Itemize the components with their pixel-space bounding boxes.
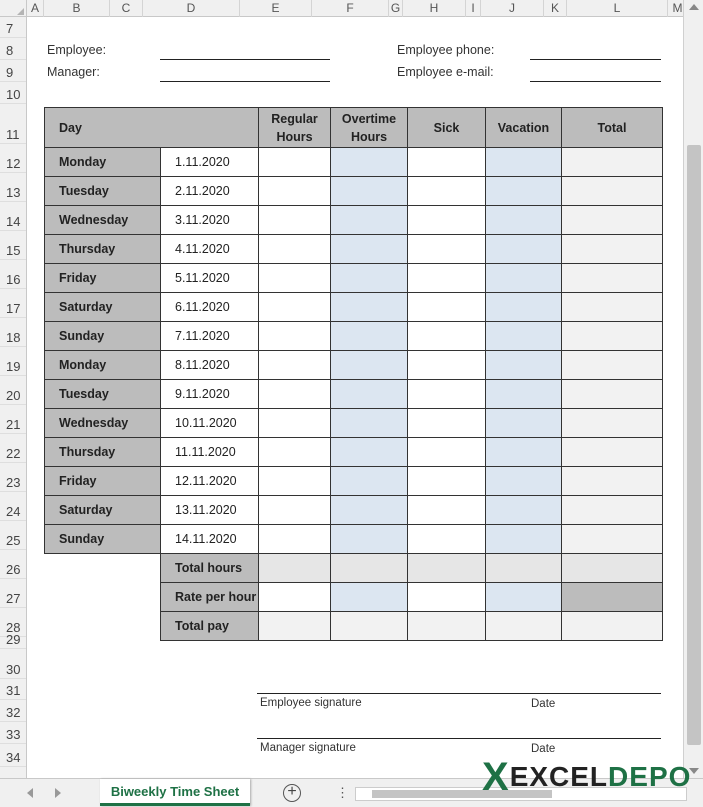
manager-signature-line[interactable] — [257, 738, 661, 739]
table-row — [45, 496, 663, 525]
header-vacation: Vacation — [486, 108, 562, 148]
overtime-hours-cell[interactable] — [331, 380, 408, 409]
date-cell[interactable]: 14.11.2020 — [161, 525, 259, 554]
date-cell[interactable]: 6.11.2020 — [161, 293, 259, 322]
total-cell[interactable] — [562, 496, 663, 525]
column-header-A[interactable]: A — [27, 0, 44, 17]
row-header-24[interactable]: 24 — [0, 492, 27, 521]
day-name-cell: Monday — [45, 351, 161, 380]
overtime-hours-cell[interactable] — [331, 351, 408, 380]
logo-text-depo: DEPO — [608, 761, 692, 792]
column-header-F[interactable]: F — [312, 0, 389, 17]
row-header-30[interactable]: 30 — [0, 649, 27, 679]
total-cell[interactable] — [562, 293, 663, 322]
row-header-12[interactable]: 12 — [0, 144, 27, 173]
regular-hours-cell[interactable] — [259, 496, 331, 525]
sick-cell[interactable] — [408, 525, 486, 554]
employee-email-label: Employee e-mail: — [397, 65, 494, 79]
total-cell[interactable] — [562, 322, 663, 351]
overtime-hours-cell[interactable] — [331, 264, 408, 293]
regular-hours-cell[interactable] — [259, 351, 331, 380]
manager-date-label: Date — [531, 743, 556, 755]
vacation-cell[interactable] — [486, 496, 562, 525]
overtime-hours-cell[interactable] — [331, 467, 408, 496]
employee-phone-field[interactable] — [530, 59, 661, 60]
regular-hours-cell[interactable] — [259, 148, 331, 177]
row-header-32[interactable]: 32 — [0, 700, 27, 722]
total-hours-cell[interactable] — [408, 554, 486, 583]
empty-cell — [45, 583, 161, 612]
overtime-hours-cell[interactable] — [331, 293, 408, 322]
total-cell[interactable] — [562, 409, 663, 438]
total-cell[interactable] — [562, 351, 663, 380]
more-options-icon[interactable]: ⋮ — [336, 785, 349, 800]
column-header-M[interactable]: M — [668, 0, 688, 17]
vacation-cell[interactable] — [486, 380, 562, 409]
total-pay-cell[interactable] — [331, 612, 408, 641]
regular-hours-cell[interactable] — [259, 467, 331, 496]
date-cell[interactable]: 10.11.2020 — [161, 409, 259, 438]
column-header-B[interactable]: B — [44, 0, 110, 17]
date-cell[interactable]: 5.11.2020 — [161, 264, 259, 293]
employee-date-label: Date — [531, 698, 556, 710]
column-header-C[interactable]: C — [110, 0, 143, 17]
total-hours-cell[interactable] — [259, 554, 331, 583]
regular-hours-cell[interactable] — [259, 235, 331, 264]
overtime-hours-cell[interactable] — [331, 409, 408, 438]
total-hours-cell[interactable] — [486, 554, 562, 583]
row-header-27[interactable]: 27 — [0, 579, 27, 608]
row-header-21[interactable]: 21 — [0, 405, 27, 434]
date-cell[interactable]: 12.11.2020 — [161, 467, 259, 496]
vacation-cell[interactable] — [486, 351, 562, 380]
overtime-hours-cell[interactable] — [331, 177, 408, 206]
total-cell[interactable] — [562, 235, 663, 264]
employee-signature-label: Employee signature — [260, 697, 362, 709]
sick-cell[interactable] — [408, 438, 486, 467]
column-header-E[interactable]: E — [240, 0, 312, 17]
regular-hours-cell[interactable] — [259, 264, 331, 293]
day-name-cell: Sunday — [45, 525, 161, 554]
table-row — [45, 177, 663, 206]
total-hours-label: Total hours — [161, 554, 259, 583]
table-row — [45, 351, 663, 380]
date-cell[interactable]: 13.11.2020 — [161, 496, 259, 525]
prev-sheet-icon[interactable] — [27, 788, 33, 798]
total-cell[interactable] — [562, 380, 663, 409]
table-row — [45, 467, 663, 496]
table-row — [45, 380, 663, 409]
total-cell[interactable] — [562, 525, 663, 554]
header-overtime-hours: Overtime Hours — [331, 108, 408, 148]
total-cell[interactable] — [562, 264, 663, 293]
column-header-J[interactable]: J — [481, 0, 544, 17]
sick-cell[interactable] — [408, 235, 486, 264]
rate-per-hour-cell[interactable] — [486, 583, 562, 612]
row-header-26[interactable]: 26 — [0, 550, 27, 579]
vacation-cell[interactable] — [486, 148, 562, 177]
column-header-H[interactable]: H — [403, 0, 466, 17]
total-pay-cell[interactable] — [408, 612, 486, 641]
regular-hours-cell[interactable] — [259, 525, 331, 554]
overtime-hours-cell[interactable] — [331, 322, 408, 351]
day-name-cell: Thursday — [45, 235, 161, 264]
date-cell[interactable]: 1.11.2020 — [161, 148, 259, 177]
sick-cell[interactable] — [408, 293, 486, 322]
summary-row — [45, 612, 663, 641]
row-header-19[interactable]: 19 — [0, 347, 27, 376]
row-header-20[interactable]: 20 — [0, 376, 27, 405]
column-header-K[interactable]: K — [544, 0, 567, 17]
total-hours-cell[interactable] — [562, 554, 663, 583]
sick-cell[interactable] — [408, 409, 486, 438]
rate-per-hour-label: Rate per hour — [161, 583, 259, 612]
row-header-25[interactable]: 25 — [0, 521, 27, 550]
sick-cell[interactable] — [408, 322, 486, 351]
vertical-scrollbar[interactable] — [683, 0, 703, 778]
regular-hours-cell[interactable] — [259, 206, 331, 235]
day-name-cell: Saturday — [45, 293, 161, 322]
regular-hours-cell[interactable] — [259, 293, 331, 322]
date-cell[interactable]: 2.11.2020 — [161, 177, 259, 206]
logo-text-excel: EXCEL — [509, 761, 609, 792]
day-name-cell: Monday — [45, 148, 161, 177]
sick-cell[interactable] — [408, 264, 486, 293]
regular-hours-cell[interactable] — [259, 322, 331, 351]
date-cell[interactable]: 11.11.2020 — [161, 438, 259, 467]
table-row — [45, 525, 663, 554]
vacation-cell[interactable] — [486, 322, 562, 351]
overtime-hours-cell[interactable] — [331, 235, 408, 264]
employee-email-field[interactable] — [530, 81, 661, 82]
table-row — [45, 409, 663, 438]
header-total: Total — [562, 108, 663, 148]
sick-cell[interactable] — [408, 177, 486, 206]
day-name-cell: Wednesday — [45, 206, 161, 235]
total-cell[interactable] — [562, 467, 663, 496]
vacation-cell[interactable] — [486, 235, 562, 264]
table-row — [45, 206, 663, 235]
table-row — [45, 264, 663, 293]
vacation-cell[interactable] — [486, 467, 562, 496]
vacation-cell[interactable] — [486, 264, 562, 293]
day-name-cell: Saturday — [45, 496, 161, 525]
rate-per-hour-cell[interactable] — [562, 583, 663, 612]
table-row — [45, 235, 663, 264]
vertical-scroll-thumb[interactable] — [687, 145, 701, 745]
day-name-cell: Wednesday — [45, 409, 161, 438]
regular-hours-cell[interactable] — [259, 380, 331, 409]
row-header-28[interactable]: 28 — [0, 608, 27, 637]
total-cell[interactable] — [562, 148, 663, 177]
date-cell[interactable]: 3.11.2020 — [161, 206, 259, 235]
column-header-G[interactable]: G — [389, 0, 403, 17]
total-hours-cell[interactable] — [331, 554, 408, 583]
row-header-10[interactable]: 10 — [0, 82, 27, 104]
logo-x: X — [482, 755, 510, 799]
total-cell[interactable] — [562, 177, 663, 206]
table-row — [45, 322, 663, 351]
row-header-7[interactable]: 7 — [0, 17, 27, 38]
total-pay-cell[interactable] — [259, 612, 331, 641]
row-header-8[interactable]: 8 — [0, 38, 27, 60]
vacation-cell[interactable] — [486, 525, 562, 554]
rate-per-hour-cell[interactable] — [408, 583, 486, 612]
overtime-hours-cell[interactable] — [331, 525, 408, 554]
manager-signature-label: Manager signature — [260, 742, 356, 754]
employee-phone-label: Employee phone: — [397, 43, 495, 57]
sick-cell[interactable] — [408, 496, 486, 525]
table-row — [45, 438, 663, 467]
excel-depo-logo — [482, 756, 691, 798]
table-row — [45, 293, 663, 322]
sheet-tab-biweekly[interactable]: Biweekly Time Sheet — [100, 779, 250, 806]
total-pay-cell[interactable] — [486, 612, 562, 641]
vacation-cell[interactable] — [486, 177, 562, 206]
total-cell[interactable] — [562, 438, 663, 467]
vacation-cell[interactable] — [486, 438, 562, 467]
manager-field[interactable] — [160, 81, 330, 82]
row-header-23[interactable]: 23 — [0, 463, 27, 492]
column-header-L[interactable]: L — [567, 0, 668, 17]
row-header-22[interactable]: 22 — [0, 434, 27, 463]
row-header-29[interactable]: 29 — [0, 637, 27, 649]
summary-row — [45, 583, 663, 612]
date-cell[interactable]: 4.11.2020 — [161, 235, 259, 264]
header-sick: Sick — [408, 108, 486, 148]
row-header-bar — [0, 17, 27, 778]
plus-circle-icon[interactable]: + — [283, 784, 301, 802]
empty-cell — [45, 612, 161, 641]
row-header-31[interactable]: 31 — [0, 679, 27, 700]
scroll-up-icon[interactable] — [689, 4, 699, 10]
row-header-9[interactable]: 9 — [0, 60, 27, 82]
day-name-cell: Sunday — [45, 322, 161, 351]
vacation-cell[interactable] — [486, 409, 562, 438]
total-pay-label: Total pay — [161, 612, 259, 641]
total-cell[interactable] — [562, 206, 663, 235]
employee-signature-line[interactable] — [257, 693, 661, 694]
rate-per-hour-cell[interactable] — [331, 583, 408, 612]
sick-cell[interactable] — [408, 206, 486, 235]
date-cell[interactable]: 9.11.2020 — [161, 380, 259, 409]
manager-label: Manager: — [47, 65, 100, 79]
total-pay-cell[interactable] — [562, 612, 663, 641]
day-name-cell: Tuesday — [45, 177, 161, 206]
day-name-cell: Thursday — [45, 438, 161, 467]
sick-cell[interactable] — [408, 380, 486, 409]
table-header-row — [45, 108, 663, 148]
vacation-cell[interactable] — [486, 206, 562, 235]
overtime-hours-cell[interactable] — [331, 438, 408, 467]
day-name-cell: Tuesday — [45, 380, 161, 409]
row-header-13[interactable]: 13 — [0, 173, 27, 202]
row-header-18[interactable]: 18 — [0, 318, 27, 347]
rate-per-hour-cell[interactable] — [259, 583, 331, 612]
row-header-15[interactable]: 15 — [0, 231, 27, 260]
column-header-I[interactable]: I — [466, 0, 481, 17]
header-day: Day — [45, 108, 259, 148]
select-all-corner[interactable] — [0, 0, 27, 17]
row-header-34[interactable]: 34 — [0, 744, 27, 767]
empty-cell — [45, 554, 161, 583]
summary-row — [45, 554, 663, 583]
timesheet-table — [44, 107, 663, 641]
overtime-hours-cell[interactable] — [331, 148, 408, 177]
regular-hours-cell[interactable] — [259, 409, 331, 438]
table-row — [45, 148, 663, 177]
overtime-hours-cell[interactable] — [331, 206, 408, 235]
employee-field[interactable] — [160, 59, 330, 60]
regular-hours-cell[interactable] — [259, 438, 331, 467]
date-cell[interactable]: 8.11.2020 — [161, 351, 259, 380]
day-name-cell: Friday — [45, 467, 161, 496]
sick-cell[interactable] — [408, 351, 486, 380]
day-name-cell: Friday — [45, 264, 161, 293]
date-cell[interactable]: 7.11.2020 — [161, 322, 259, 351]
next-sheet-icon[interactable] — [55, 788, 61, 798]
header-regular-hours: Regular Hours — [259, 108, 331, 148]
employee-label: Employee: — [47, 43, 107, 57]
sick-cell[interactable] — [408, 148, 486, 177]
sick-cell[interactable] — [408, 467, 486, 496]
overtime-hours-cell[interactable] — [331, 496, 408, 525]
vacation-cell[interactable] — [486, 293, 562, 322]
column-header-bar — [0, 0, 683, 17]
row-header-33[interactable]: 33 — [0, 722, 27, 744]
regular-hours-cell[interactable] — [259, 177, 331, 206]
row-header-17[interactable]: 17 — [0, 289, 27, 318]
column-header-D[interactable]: D — [143, 0, 240, 17]
row-header-11[interactable]: 11 — [0, 104, 27, 144]
row-header-16[interactable]: 16 — [0, 260, 27, 289]
row-header-14[interactable]: 14 — [0, 202, 27, 231]
